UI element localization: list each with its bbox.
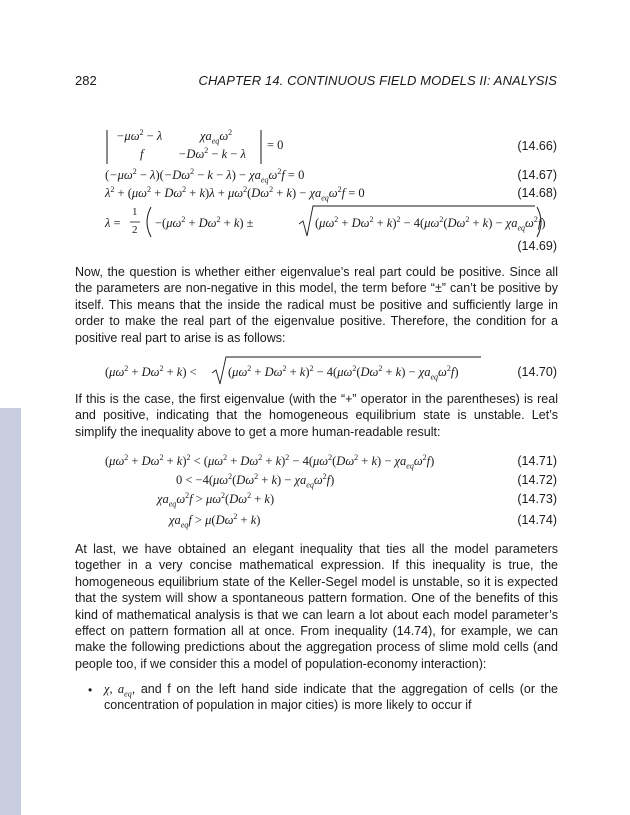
equation-14-69: λ = 1 2 $-(\mu\omega^2 + D\omega^2 + k)$ ± $(\mu\omega^2 + D\omega^2 + k)^2 - 4(\mu\omega^2(D\omega^2 + k) - \chi a_{eq}\omega^2f)$ — [105, 204, 545, 240]
equation-14-70: $(\mu\omega^2 + D\omega^2 + k)$ < $(\mu\omega^2 + D\omega^2 + k)^2 - 4(\mu\omega^2(D\omega^2 + k) - \chi a_{eq}\omega^2f)$ — [105, 355, 485, 385]
eq-number-14-66: (14.66) — [517, 139, 557, 153]
equation-14-67: $(-\mu\omega^2 - \lambda)(-D\omega^2 - k - \lambda) - \chi a_{eq}\omega^2f = 0$ — [105, 166, 305, 185]
chapter-title: CHAPTER 14. CONTINUOUS FIELD MODELS II: ANALYSIS — [198, 73, 557, 88]
equation-14-66: $-\mu\omega^2 - \lambda$ $\chi a_{eq}\omega^2$ f $-D\omega^2 - k - \lambda$ = 0 — [104, 127, 304, 167]
equation-14-73: $\chi a_{eq}\omega^2f > \mu\omega^2(D\omega^2 + k)$ — [157, 490, 275, 509]
eq-number-14-68: (14.68) — [517, 186, 557, 200]
bullet-marker: • — [88, 683, 93, 697]
equation-14-68: $\lambda^2 + (\mu\omega^2 + D\omega^2 + k)\lambda + \mu\omega^2(D\omega^2 + k) - \chi a_{eq}\omega^2f = 0$ — [105, 184, 365, 203]
eq-number-14-69: (14.69) — [517, 239, 557, 253]
eq-number-14-73: (14.73) — [517, 492, 557, 506]
eq-number-14-72: (14.72) — [517, 473, 557, 487]
eq-number-14-71: (14.71) — [517, 454, 557, 468]
equation-14-74: $\chi a_{eq}f > \mu(D\omega^2 + k)$ — [169, 511, 261, 530]
paragraph-3: At last, we have obtained an elegant inequality that ties all the model parameters together in a very concise mathematical expression. If this inequality is true, the homogeneous equilibrium state of the Keller-Segel model is unstable, so it is expected that the system will show a spontaneous pattern formation. One of the benefits of this kind of mathematical analysis is that we can learn a lot about each model parameter’s effect on pattern formation all at once. From inequality (14.74), for example, we can make the following predictions about the aggregation process of slime mold cells (and people too, if we consider this a model of population-economy interaction): — [75, 542, 558, 671]
bullet-math-symbols: χ, $a_{eq}$ — [104, 682, 132, 699]
page-number: 282 — [75, 73, 97, 88]
equation-14-72: $0 < -4(\mu\omega^2(D\omega^2 + k) - \chi a_{eq}\omega^2f)$ — [176, 471, 335, 490]
bullet-item-text: , and f on the left hand side indicate that the aggregation of cells (or the concentration of population in major cities) is more likely to occur if — [104, 682, 559, 713]
equation-14-71: $(\mu\omega^2 + D\omega^2 + k)^2 < (\mu\omega^2 + D\omega^2 + k)^2 - 4(\mu\omega^2(D\omega^2 + k) - \chi a_{eq}\omega^2f)$ — [105, 452, 435, 471]
paragraph-1: Now, the question is whether either eigenvalue’s real part could be positive. Since all the parameters are non-negative in this model, the term before “±” can’t be positive by itself. This means that the inside the radical must be positive and sufficiently large in order to make the real part of the eigenvalue positive. Therefore, the condition for a positive real part to arise is as follows: — [75, 265, 558, 345]
page-header — [75, 73, 557, 91]
side-tab-decoration — [0, 408, 21, 815]
eq-number-14-67: (14.67) — [517, 168, 557, 182]
bullet-item — [104, 681, 558, 714]
eq-number-14-74: (14.74) — [517, 513, 557, 527]
paragraph-2: If this is the case, the first eigenvalue (with the “+” operator in the parentheses) is real and positive, indicating that the homogeneous equilibrium state is unstable. Let’s simplify the inequality above to get a more human-readable result: — [75, 392, 558, 439]
eq-number-14-70: (14.70) — [517, 365, 557, 379]
